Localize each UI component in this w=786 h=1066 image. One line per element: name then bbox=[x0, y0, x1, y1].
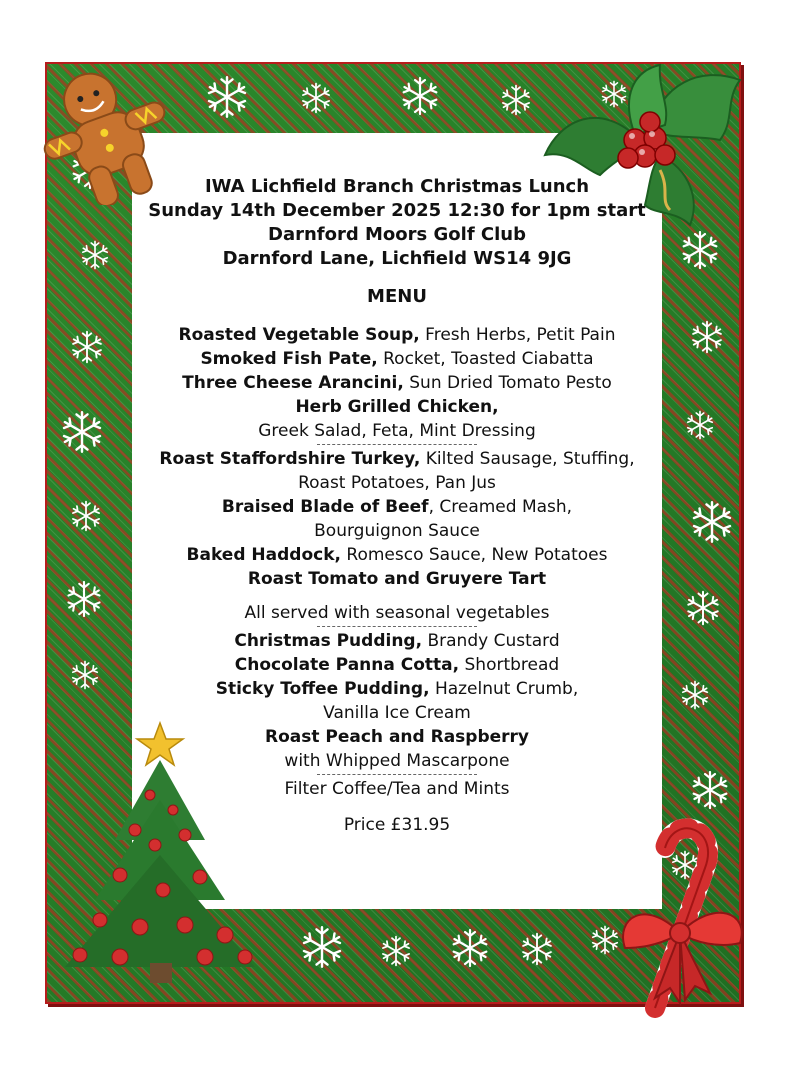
snowflake-icon bbox=[520, 932, 554, 966]
dish-description: Roast Potatoes, Pan Jus bbox=[298, 473, 496, 493]
dish-description: Shortbread bbox=[464, 655, 560, 675]
menu-item bbox=[132, 347, 662, 371]
snowflake-icon bbox=[690, 770, 730, 810]
snowflake-icon bbox=[60, 410, 104, 454]
snowflake-icon bbox=[400, 76, 440, 116]
event-title: IWA Lichfield Branch Christmas Lunch bbox=[204, 176, 590, 197]
dish-name: Braised Blade of Beef bbox=[221, 497, 429, 517]
desserts-section bbox=[132, 629, 662, 773]
snowflake-icon bbox=[300, 82, 332, 114]
candy-cane-icon bbox=[595, 808, 755, 1018]
divider bbox=[317, 444, 477, 445]
menu-item bbox=[132, 725, 662, 749]
dish-name: Roast Staffordshire Turkey, bbox=[159, 449, 421, 469]
dish-description: Romesco Sauce, New Potatoes bbox=[346, 545, 608, 565]
event-date: Sunday 14th December 2025 12:30 for 1pm start bbox=[148, 200, 646, 221]
snowflake-icon bbox=[685, 590, 721, 626]
dish-description: with Whipped Mascarpone bbox=[284, 751, 510, 771]
snowflake-icon bbox=[680, 230, 720, 270]
coffee-line: Filter Coffee/Tea and Mints bbox=[284, 779, 510, 799]
menu-item bbox=[132, 371, 662, 395]
menu-item bbox=[132, 653, 662, 677]
snowflake-icon bbox=[450, 928, 490, 968]
dish-description: Fresh Herbs, Petit Pain bbox=[425, 325, 616, 345]
snowflake-icon bbox=[690, 320, 724, 354]
dish-description: Sun Dried Tomato Pesto bbox=[409, 373, 612, 393]
snowflake-icon bbox=[70, 660, 100, 690]
menu-item bbox=[132, 447, 662, 471]
dish-name: Baked Haddock, bbox=[186, 545, 341, 565]
snowflake-icon bbox=[65, 580, 103, 618]
menu-item bbox=[132, 323, 662, 347]
dish-description: Vanilla Ice Cream bbox=[323, 703, 471, 723]
divider bbox=[317, 774, 477, 775]
menu-item bbox=[132, 629, 662, 653]
dish-description: Hazelnut Crumb, bbox=[434, 679, 579, 699]
menu-item bbox=[132, 495, 662, 519]
dish-name: Three Cheese Arancini, bbox=[182, 373, 404, 393]
snowflake-icon bbox=[690, 500, 734, 544]
snowflake-icon bbox=[680, 680, 710, 710]
snowflake-icon bbox=[300, 925, 344, 969]
dish-description: Kilted Sausage, Stuffing, bbox=[425, 449, 635, 469]
menu-content bbox=[132, 175, 662, 837]
dish-description: , Creamed Mash, bbox=[428, 497, 573, 517]
mains-section bbox=[132, 447, 662, 591]
starters-section bbox=[132, 323, 662, 443]
dish-description: Bourguignon Sauce bbox=[314, 521, 480, 541]
dish-name: Roasted Vegetable Soup, bbox=[178, 325, 420, 345]
venue-name: Darnford Moors Golf Club bbox=[268, 224, 526, 245]
mains-note: All served with seasonal vegetables bbox=[244, 603, 550, 623]
dish-name: Smoked Fish Pate, bbox=[200, 349, 378, 369]
menu-item bbox=[132, 677, 662, 701]
dish-description: Greek Salad, Feta, Mint Dressing bbox=[258, 421, 536, 441]
dish-name: Christmas Pudding, bbox=[234, 631, 423, 651]
dish-name: Sticky Toffee Pudding, bbox=[215, 679, 430, 699]
menu-item bbox=[132, 567, 662, 591]
menu-item bbox=[132, 395, 662, 419]
snowflake-icon bbox=[380, 935, 412, 967]
menu-heading: MENU bbox=[367, 286, 427, 307]
divider bbox=[317, 626, 477, 627]
dish-name: Roast Peach and Raspberry bbox=[264, 727, 530, 747]
menu-item bbox=[132, 543, 662, 567]
snowflake-icon bbox=[70, 500, 102, 532]
snowflake-icon bbox=[205, 75, 249, 119]
venue-address: Darnford Lane, Lichfield WS14 9JG bbox=[222, 248, 572, 269]
snowflake-icon bbox=[80, 240, 110, 270]
snowflake-icon bbox=[70, 330, 104, 364]
dish-description: Rocket, Toasted Ciabatta bbox=[383, 349, 594, 369]
price: Price £31.95 bbox=[343, 815, 451, 835]
snowflake-icon bbox=[500, 84, 532, 116]
snowflake-icon bbox=[685, 410, 715, 440]
dish-name: Herb Grilled Chicken, bbox=[295, 397, 499, 417]
dish-description: Brandy Custard bbox=[427, 631, 560, 651]
dish-name: Chocolate Panna Cotta, bbox=[234, 655, 460, 675]
dish-name: Roast Tomato and Gruyere Tart bbox=[247, 569, 547, 589]
